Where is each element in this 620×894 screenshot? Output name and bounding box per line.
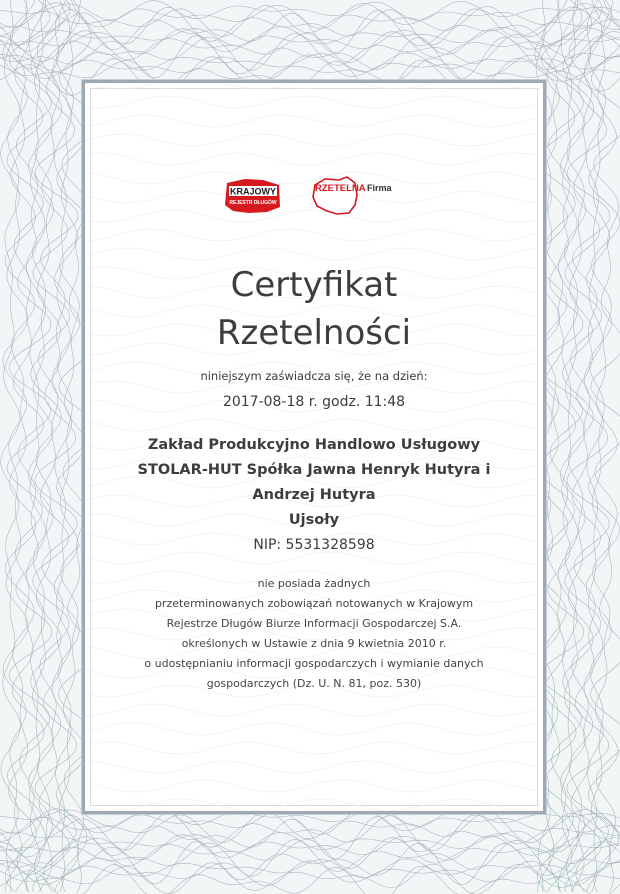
intro-text: niniejszym zaświadcza się, że na dzień: xyxy=(200,369,428,383)
company-name-line1: Zakład Produkcyjno Handlowo Usługowy xyxy=(147,437,481,453)
certificate-title-line2: Rzetelności xyxy=(216,313,412,353)
company-nip: NIP: 5531328598 xyxy=(253,537,375,553)
krd-line1: KRAJOWY xyxy=(229,186,277,197)
certificate-title-line1: Certyfikat xyxy=(230,265,398,305)
statement-line4: określonych w Ustawie z dnia 9 kwietnia 2010 r. xyxy=(181,637,447,650)
company-name-line3: Andrzej Hutyra xyxy=(252,487,376,503)
rf-word1: RZETELNA xyxy=(315,183,366,194)
statement-line1: nie posiada żadnych xyxy=(257,577,371,590)
statement-line6: gospodarczych (Dz. U. N. 81, poz. 530) xyxy=(206,677,422,690)
certificate-panel xyxy=(82,80,546,814)
statement-line5: o udostępnianiu informacji gospodarczych i wymianie danych xyxy=(144,657,484,670)
rzetelna-firma-logo xyxy=(309,173,409,219)
company-city: Ujsoły xyxy=(288,512,340,528)
issue-date: 2017-08-18 r. godz. 11:48 xyxy=(222,394,406,410)
company-name-line2: STOLAR-HUT Spółka Jawna Henryk Hutyra i xyxy=(137,462,491,478)
krd-line2: REJESTR DŁUGÓW xyxy=(229,200,277,206)
krajowy-rejestr-dlugow-logo xyxy=(223,177,283,215)
logos-row xyxy=(223,173,409,219)
rf-word2: Firma xyxy=(367,183,392,193)
statement-line3: Rejestrze Długów Biurze Informacji Gospodarczej S.A. xyxy=(166,617,462,630)
statement-line2: przeterminowanych zobowiązań notowanych w Krajowym xyxy=(154,597,474,610)
